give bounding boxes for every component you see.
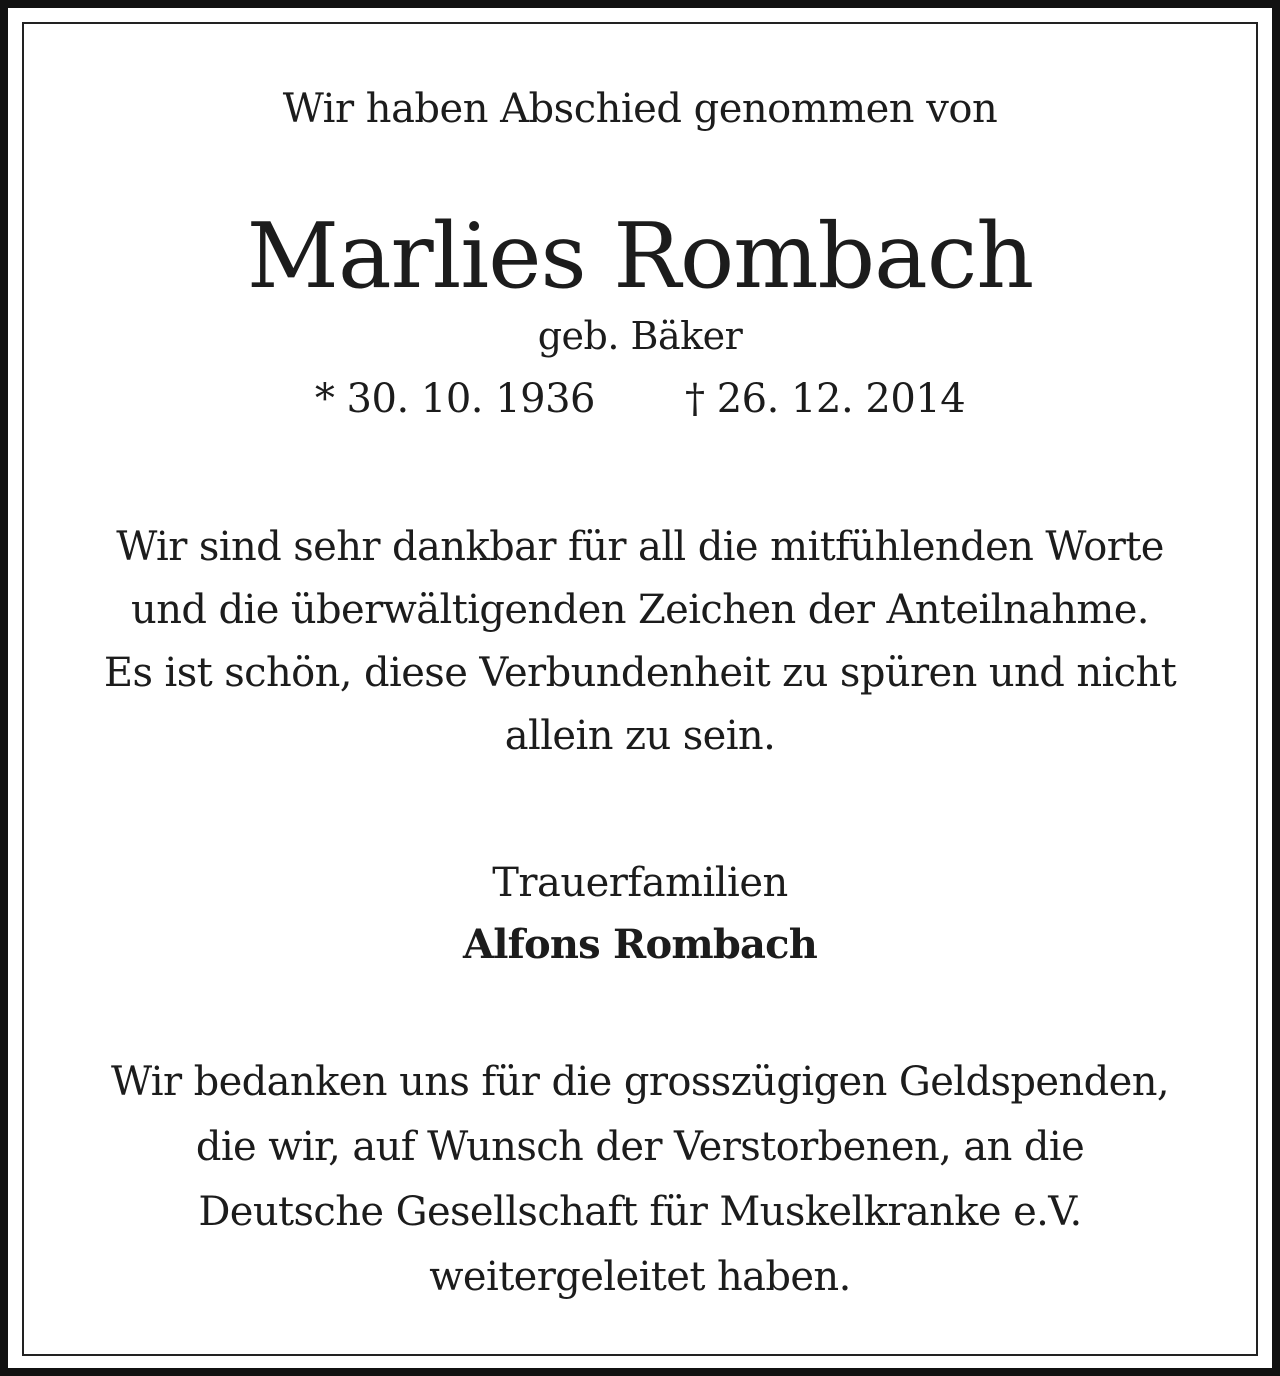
donation-line: weitergeleitet haben. <box>429 1254 851 1300</box>
death-date: † 26. 12. 2014 <box>685 376 966 422</box>
thanks-paragraph <box>22 516 1258 768</box>
deceased-name: Marlies Rombach <box>246 204 1034 309</box>
donation-line: die wir, auf Wunsch der Verstorbenen, an die <box>195 1124 1085 1170</box>
family-label: Trauerfamilien <box>492 860 788 906</box>
family-name: Alfons Rombach <box>462 921 817 968</box>
donation-paragraph <box>22 1050 1258 1310</box>
thanks-line: Es ist schön, diese Verbundenheit zu spüren und nicht <box>103 650 1177 696</box>
birth-date: * 30. 10. 1936 <box>314 376 595 422</box>
donation-line: Wir bedanken uns für die grosszügigen Geldspenden, <box>110 1059 1170 1105</box>
thanks-line: allein zu sein. <box>504 713 776 759</box>
maiden-name: geb. Bäker <box>537 314 743 358</box>
intro-line: Wir haben Abschied genommen von <box>282 86 998 132</box>
thanks-line: Wir sind sehr dankbar für all die mitfühlenden Worte <box>116 524 1164 570</box>
thanks-line: und die überwältigenden Zeichen der Anteilnahme. <box>131 587 1149 633</box>
life-dates <box>22 374 1258 424</box>
donation-line: Deutsche Gesellschaft für Muskelkranke e.V. <box>198 1189 1082 1235</box>
